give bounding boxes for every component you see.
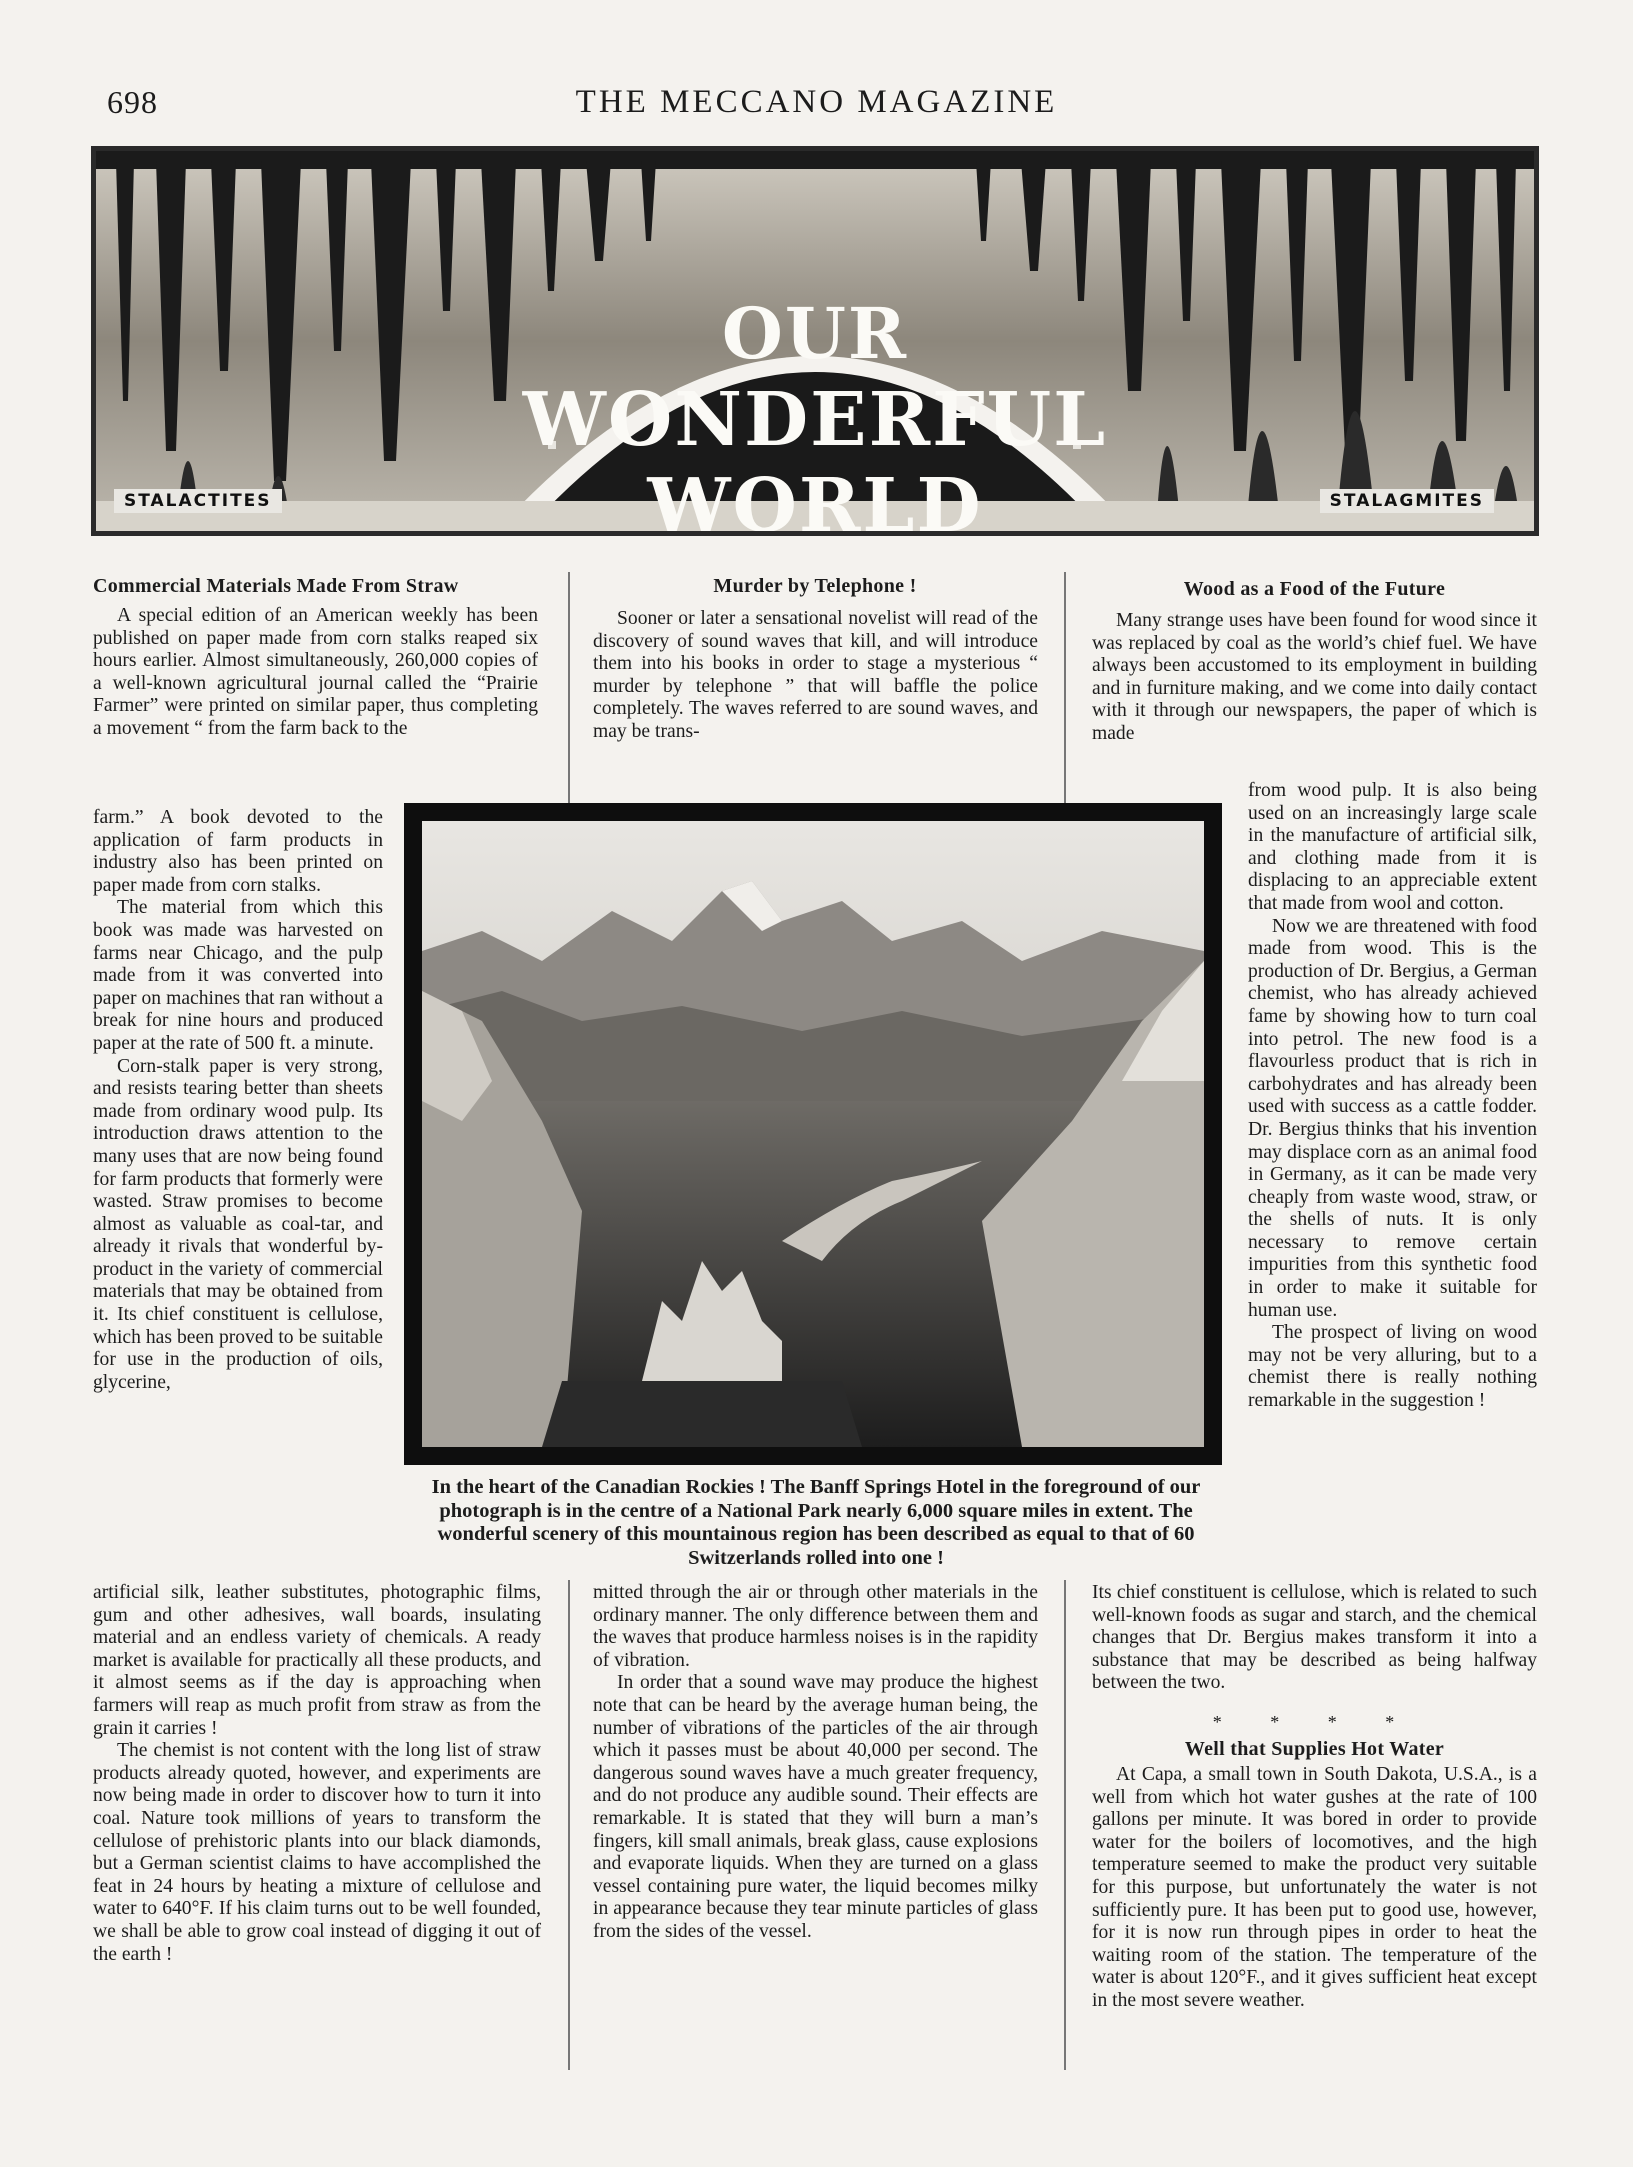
heading-wood-as-food: Wood as a Food of the Future: [1183, 578, 1446, 600]
paragraph: A special edition of an American weekly has been published on paper made from corn stalks reaped six hours earlier. Almost simultaneously, 260,000 copies of a well-known agricultural journal called the “Prairie Farmer” were printed on similar paper, thus completing a movement “ from the farm back to the: [93, 605, 538, 739]
paragraph: from wood pulp. It is also being used on an increasingly large scale in the manufacture of artificial silk, and clothing made from it is displacing to an appreciable extent that made from wool and cotton.: [1248, 780, 1537, 914]
column-rule: [568, 1580, 570, 2070]
article-commercial-materials-intro: [93, 605, 538, 741]
banner-title-line-3: WORLD: [647, 463, 983, 536]
column-rule: [1064, 1580, 1066, 2070]
section-divider-stars: * * * *: [1212, 1712, 1417, 1732]
paragraph: The chemist is not content with the long list of straw products already quoted, however, and experiments are now being made in order to discover how to turn it into coal. Nature took millions of years to transform the cellulose of prehistoric plants into our black diamonds, but a German scientist claims to have accomplished the feat in 24 hours by heating a mixture of cellulose and water to 640°F. If his claim turns out to be well founded, we shall be able to grow coal instead of digging it out of the earth !: [93, 1740, 541, 1965]
article-commercial-materials-body: [93, 807, 383, 1394]
paragraph: The material from which this book was made was harvested on farms near Chicago, and the pulp made from it was converted into paper on machines that ran without a break for nine hours and produced paper at the rate of 500 ft. a minute.: [93, 897, 383, 1054]
paragraph: Its chief constituent is cellulose, which is related to such well-known foods as sugar and starch, and the chemical changes that Dr. Bergius makes transform it into a substance that may be described as being halfway between the two.: [1092, 1582, 1537, 1694]
paragraph: Corn-stalk paper is very strong, and resists tearing better than sheets made from ordinary wood pulp. Its introduction draws attention to the many uses that are now being found for farm products that formerly were wasted. Straw promises to become almost as valuable as coal-tar, and already it rivals that wonderful by-product in the variety of commercial materials that may be obtained from it. Its chief constituent is cellulose, which has been proved to be suitable for use in the production of oils, glycerine,: [93, 1055, 383, 1393]
article-murder-by-telephone-intro: [593, 608, 1038, 744]
article-murder-by-telephone-continued: [593, 1582, 1038, 1944]
paragraph: artificial silk, leather substitutes, photographic films, gum and other adhesives, wall boards, insulating material and an endless variety of chemicals. A ready market is available for practically all these products, and it almost seems as if the day is approaching when farmers will reap as much profit from straw as from the grain it carries !: [93, 1582, 541, 1739]
column-rule: [1064, 572, 1066, 807]
article-commercial-materials-continued: [93, 1582, 541, 1966]
paragraph: mitted through the air or through other materials in the ordinary manner. The only difference between them and the waves that produce harmless noises is in the rapidity of vibration.: [593, 1582, 1038, 1671]
paragraph: Now we are threatened with food made from wood. This is the production of Dr. Bergius, a German chemist, who has already achieved fame by showing how to turn coal into petrol. The new food is a flavourless product that is rich in carbohydrates and has already been used with success as a cattle fodder. Dr. Bergius thinks that his invention may displace corn as an animal food in Germany, as it can be made very cheaply from waste wood, straw, or the shells of nuts. It is only necessary to remove certain impurities from this synthetic food in order to make it suitable for human use.: [1248, 915, 1537, 1321]
photo-banff-springs: [404, 803, 1222, 1465]
article-wood-as-food-continued: [1092, 1582, 1537, 1695]
banner-illustration: [91, 146, 1539, 536]
column-rule: [568, 572, 570, 807]
heading-commercial-materials: Commercial Materials Made From Straw: [93, 575, 459, 597]
banner-title-line-2: WONDERFUL: [522, 377, 1108, 463]
paragraph: farm.” A book devoted to the application of farm products in industry also has been printed on paper made from corn stalks.: [93, 807, 383, 896]
paragraph: Many strange uses have been found for wood since it was replaced by coal as the world’s chief fuel. We have always been accustomed to its employment in building and in furniture making, and we come into daily contact with it through our newspapers, the paper of which is made: [1092, 610, 1537, 744]
running-head: THE MECCANO MAGAZINE: [575, 84, 1058, 120]
heading-murder-by-telephone: Murder by Telephone !: [713, 575, 917, 597]
photo-caption: In the heart of the Canadian Rockies ! The Banff Springs Hotel in the foreground of our photograph is in the centre of a National Park nearly 6,000 square miles in extent. The wonderful scenery of this mountainous region has been described as equal to that of 60 Switzerlands rolled into one !: [431, 1476, 1201, 1569]
paragraph: At Capa, a small town in South Dakota, U.S.A., is a well from which hot water gushes at the rate of 100 gallons per minute. It was bored in order to provide water for the boilers of locomotives, and the high temperature seemed to make the product very suitable for this purpose, but unfortunately the water is not sufficiently pure. It has been put to good use, however, for it is now run through pipes in order to heat the waiting room of the station. The temperature of the water is about 120°F., and it gives sufficient heat except in the most severe weather.: [1092, 1764, 1537, 2011]
banner-title: [96, 291, 1534, 536]
mountain-landscape-image: [422, 821, 1204, 1447]
paragraph: Sooner or later a sensational novelist will read of the discovery of sound waves that kill, and will introduce them into his books in order to stage a mysterious “ murder by telephone ” that will baffle the police completely. The waves referred to are sound waves, and may be trans-: [593, 608, 1038, 742]
paragraph: The prospect of living on wood may not be very alluring, but to a chemist there is really nothing remarkable in the suggestion !: [1248, 1322, 1537, 1412]
article-well-hot-water: [1092, 1764, 1537, 2013]
stalagmites-label: STALAGMITES: [1320, 489, 1494, 513]
article-wood-as-food-body: [1248, 780, 1537, 1413]
banner-title-line-1: OUR: [721, 292, 909, 375]
page-number: 698: [107, 84, 158, 120]
paragraph: In order that a sound wave may produce the highest note that can be heard by the average human being, the number of vibrations of the particles of the air through which it passes must be about 40,000 per second. The dangerous sound waves have a much greater frequency, and do not produce any audible sound. Their effects are remarkable. It is stated that they will burn a man’s fingers, kill small animals, break glass, cause explosions and evaporate liquids. When they are turned on a glass vessel containing pure water, the liquid becomes milky in appearance because they tear minute particles of glass from the sides of the vessel.: [593, 1672, 1038, 1942]
heading-well-hot-water: Well that Supplies Hot Water: [1184, 1738, 1445, 1760]
stalactites-label: STALACTITES: [114, 489, 282, 513]
article-wood-as-food-intro: [1092, 610, 1537, 746]
